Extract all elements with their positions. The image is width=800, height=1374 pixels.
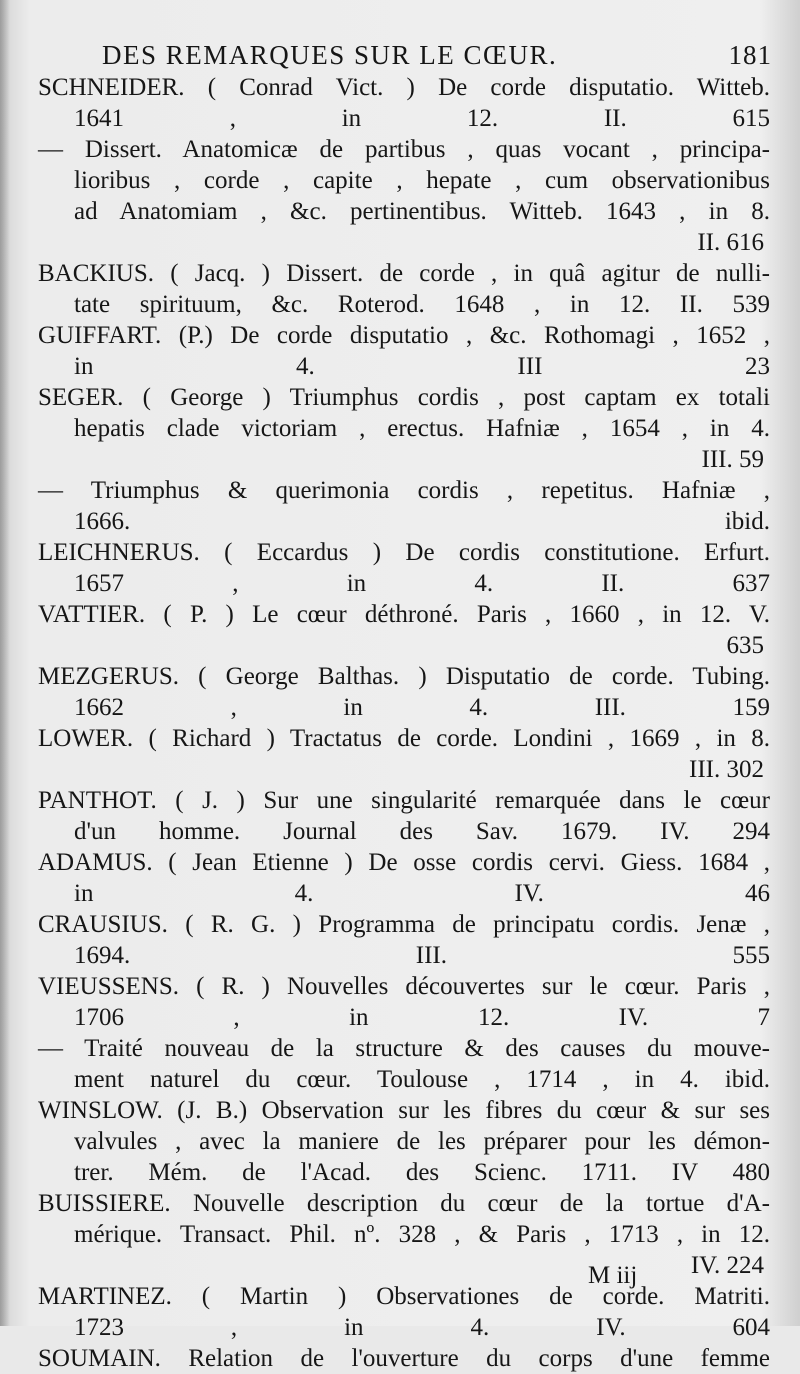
text-line: 1657 , in 4. II. 637 <box>74 570 770 597</box>
text-line: II. 616 <box>697 229 764 256</box>
text-line: valvules , avec la maniere de les préparer pour les démon- <box>74 1128 770 1155</box>
text-line: hepatis clade victoriam , erectus. Hafniæ , 1654 , in 4. <box>74 415 770 442</box>
running-title: DES REMARQUES SUR LE CŒUR. <box>102 40 558 70</box>
text-line: 1641 , in 12. II. 615 <box>74 105 770 132</box>
text-line: VIEUSSENS. ( R. ) Nouvelles découvertes sur le cœur. Paris , <box>38 973 770 1000</box>
text-line: III. 302 <box>689 756 764 783</box>
text-line: WINSLOW. (J. B.) Observation sur les fibres du cœur & sur ses <box>38 1097 770 1124</box>
text-line: SCHNEIDER. ( Conrad Vict. ) De corde disputatio. Witteb. <box>38 74 770 101</box>
text-line: 1662 , in 4. III. 159 <box>74 694 770 721</box>
text-line: CRAUSIUS. ( R. G. ) Programma de principatu cordis. Jenæ , <box>38 911 770 938</box>
text-line: — Dissert. Anatomicæ de partibus , quas vocant , principa- <box>38 136 770 163</box>
page-number: 181 <box>728 40 772 70</box>
text-line: — Triumphus & querimonia cordis , repetitus. Hafniæ , <box>38 477 770 504</box>
text-line: MARTINEZ. ( Martin ) Observationes de corde. Matriti. <box>38 1283 770 1310</box>
text-line: VATTIER. ( P. ) Le cœur déthroné. Paris , 1660 , in 12. V. <box>38 601 770 628</box>
text-line: in 4. III 23 <box>74 353 770 380</box>
text-line: 1666. ibid. <box>74 508 770 535</box>
text-line: trer. Mém. de l'Acad. des Scienc. 1711. IV 480 <box>74 1159 770 1186</box>
signature-mark: M iij <box>588 1262 638 1289</box>
text-line: IV. 224 <box>690 1252 764 1279</box>
text-line: ad Anatomiam , &c. pertinentibus. Witteb. 1643 , in 8. <box>74 198 770 225</box>
text-line: — Traité nouveau de la structure & des causes du mouve- <box>38 1035 770 1062</box>
text-line: d'un homme. Journal des Sav. 1679. IV. 294 <box>74 818 770 845</box>
text-line: SOUMAIN. Relation de l'ouverture du corps d'une femme <box>38 1345 770 1372</box>
text-line: ADAMUS. ( Jean Etienne ) De osse cordis cervi. Giess. 1684 , <box>38 849 770 876</box>
text-line: 635 <box>726 632 764 659</box>
text-line: 1694. III. 555 <box>74 942 770 969</box>
text-line: 1706 , in 12. IV. 7 <box>74 1004 770 1031</box>
page-gutter-shadow <box>0 0 10 1326</box>
text-line: LOWER. ( Richard ) Tractatus de corde. Londini , 1669 , in 8. <box>38 725 770 752</box>
text-line: 1723 , in 4. IV. 604 <box>74 1314 770 1341</box>
text-line: in 4. IV. 46 <box>74 880 770 907</box>
text-line: mérique. Transact. Phil. nº. 328 , & Paris , 1713 , in 12. <box>74 1221 770 1248</box>
text-line: tate spirituum, &c. Roterod. 1648 , in 12. II. 539 <box>74 291 770 318</box>
text-line: LEICHNERUS. ( Eccardus ) De cordis constitutione. Erfurt. <box>38 539 770 566</box>
text-line: GUIFFART. (P.) De corde disputatio , &c. Rothomagi , 1652 , <box>38 322 770 349</box>
text-line: PANTHOT. ( J. ) Sur une singularité remarquée dans le cœur <box>38 787 770 814</box>
bibliography-text <box>38 72 770 1374</box>
text-line: lioribus , corde , capite , hepate , cum observationibus <box>74 167 770 194</box>
text-line: MEZGERUS. ( George Balthas. ) Disputatio de corde. Tubing. <box>38 663 770 690</box>
text-line: ment naturel du cœur. Toulouse , 1714 , in 4. ibid. <box>74 1066 770 1093</box>
text-line: BACKIUS. ( Jacq. ) Dissert. de corde , in quâ agitur de nulli- <box>38 260 770 287</box>
text-line: III. 59 <box>701 446 764 473</box>
text-line: BUISSIERE. Nouvelle description du cœur de la tortue d'A- <box>38 1190 770 1217</box>
text-line: SEGER. ( George ) Triumphus cordis , post captam ex totali <box>38 384 770 411</box>
